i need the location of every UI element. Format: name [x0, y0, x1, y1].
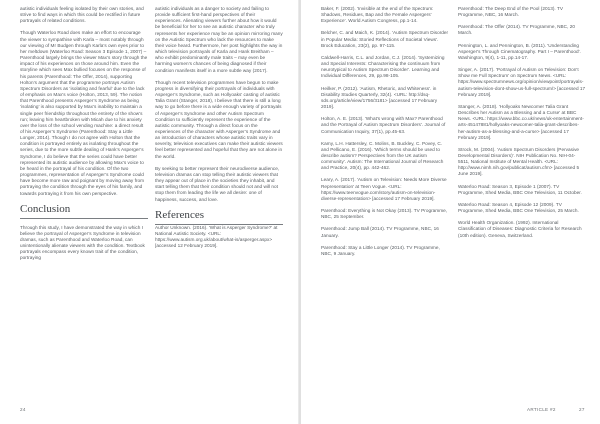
reference-entry: Leary, A. (2017). 'Autism on Television: Needs More Diverse Representation' at Teen Vogue. <URL: https://www.teenvogue.com/story/autism-on-television-diverse-representation> [accessed 17 February 2019].: [321, 177, 447, 201]
reference-entry: Stanger, A. (2018). 'Hollyoaks Newcomer Talia Grant Describes her Autism as a Blessing and a Curse' at BBC News. <URL: https://www.bbc.co.uk/news/uk-entertainment-arts-45147881/hollyoaks-newcomer-talia-grant-describes-her-autism-as-a-blessing-and-a-curse> [accessed 17 February 2019].: [458, 103, 584, 140]
body-paragraph: autistic individuals as a danger to society and failing to provide sufficient first-hand perspectives of their experiences. Alienating viewers further about how it would be beneficial for her to see an autistic character who truly represents her experience may be an opinion mirroring many on the Autistic Spectrum who lack the resources to make their voice heard. Furthermore, her post highlights the way in which television portrayals of Karla and Hank Breitham – who exhibit predominantly male traits – may even be harming women’s chances of being diagnosed if their condition manifests itself in a more subtle way (2017).: [155, 6, 283, 73]
right-page: [301, 0, 600, 424]
left-page: [0, 0, 299, 424]
reference-entry: Baker, F. (2002). 'Invisible at the end of the Spectrum: Shadows, Residues, Bap and the Female Aspergers' Experience'. World Autism Congress, pp.1-14.: [321, 6, 434, 24]
body-paragraph: Though recent television programmes have begun to make progress in diversifying their portrayals of individuals with Asperger’s Syndrome, such as Hollyoaks’ casting of autistic Talia Grant (Stanger, 2018), I believe that there is still a long way to go before there is a wide enough variety of portrayals of Asperger’s Syndrome and other Autism Spectrum Condition to sufficiently represent the experience of the autistic community. Through a direct focus on the experiences of the character with Asperger’s Syndrome and an introduction of characters whose autistic traits vary in severity, television executives can make their autistic viewers feel better represented and hopeful that they are not alone in the world.: [155, 79, 283, 159]
section-heading-references: References: [155, 209, 283, 225]
reference-entry: World Health Organization. (1992). International Classification of Diseases: Diagnostic Criteria for Research (10th edition). Geneva, Switzerland.: [458, 220, 582, 238]
reference-entry: Singer, A. (2017). 'Portrayal of Autism on Television: Don't Show me Full Spectrum' on Spectrum News. <URL: https://www.spectrumnews.org/opinion/viewpoint/portrayals-autism-television-dont-show-us-full-spectrum/> [accessed 17 February 2019].: [458, 67, 586, 97]
body-paragraph: Though Waterloo Road does make an effort to encourage the viewer to sympathise with Karla – most notably through our viewing of Mr Budgen through Karla’s own eyes prior to her meltdown (Waterloo Road: Season 3 Episode 1, 2007) – Parenthood largely brings the viewer Max’s story through the impact of his experiences on those around him. Even the storyline which sees Max bullied focuses on the response of his parents (Parenthood: The Offer, 2014), supporting Holton’s argument that the programme portrays Autism Spectrum Disorders as ‘isolating and fearful’ due to the lack of emphasis on Max’s voice (Holton, 2013, 59). The notion that Parenthood presents Asperger’s Syndrome as being ‘isolating’ is also supported by Max’s inability to maintain a single peer friendship throughout the entirety of the show’s run; leaving him heartbroken with Micah due to his anxiety over the loss of the school vending machine: a direct result of his Asperger’s Syndrome (Parenthood: Stay a Little Longer, 2014). Though I do not agree with Holton that the condition is portrayed entirely as isolating throughout the series, due to the more subtle dealing of Hank’s Asperger’s Syndrome, I do believe that the series could have better represented its autistic audience by allowing Max’s voice to be heard in the portrayal of his condition. Of the two programmes, representation of Asperger’s Syndrome could have become more raw and poignant by moving away from portraying the condition through the eyes of his family, and towards portraying it from his own perspective.: [20, 30, 148, 196]
reference-entry: Parenthood: Stay a Little Longer (2014). TV Programme, NBC, 9 January.: [321, 244, 440, 256]
right-page-column-2: [458, 6, 586, 245]
reference-entry: Heilker, P. (2012). 'Autism, Rhetoric, and Whiteness'. in Disability Studies Quarterly, 32(4). <URL: http://dsq-sds.org/article/view/1756/3181> [accessed 17 February 2019].: [321, 85, 438, 110]
body-paragraph: autistic individuals feeling isolated by their own stories, and strive to find ways in which this could be rectified in future portrayals of related conditions.: [20, 6, 144, 24]
reference-entry: Parenthood: Jump Ball (2014). TV Programme, NBC, 16 January.: [321, 226, 439, 238]
left-page-column-1: [20, 6, 148, 268]
article-label: ARTICLE #2: [527, 407, 556, 412]
right-page-column-1: [321, 6, 449, 263]
reference-entry: Pennington, L. and Pennington, B. (2011). 'Understanding Asperger's Through Cinematography. Part I – Parenthood'. Washington, 9(4), 1-11, pp.14-17.: [458, 42, 581, 60]
reference-entry: Waterloo Road: Season 3, Episode 1 (2007). TV Programme, Shed Media, BBC One Television, 11 October.: [458, 183, 582, 195]
body-paragraph: By seeking to better represent their neurodiverse audience, television dramas can stop telling their autistic viewers that they appear out of place in the societies they inhabit, and start telling them that their condition should not and will not stop them from leading the life we all desire: one of happiness, success, and love.: [155, 165, 280, 202]
page-number-right: 27: [579, 407, 585, 412]
left-page-column-2: [155, 6, 283, 255]
reference-entry: Parenthood: Everything is Not Okay (2013). TV Programme, NBC, 25 September.: [321, 208, 448, 220]
reference-entry: Caldwell-Harris, C.L. and Jordan, C.J. (2014). 'Systemizing and Special Interests: Characterising the continuum from neurotypical to Autism Spectrum Disorder'. Learning and Individual Differences, 29, pp.98-105.: [321, 54, 445, 79]
reference-entry: Parenthood: The Deep End of the Pool (2013). TV Programme, NBC, 16 March.: [458, 6, 564, 18]
body-paragraph: Through this study, I have demonstrated the way in which I believe the portrayal of Asperger’s Syndrome in television dramas, such as Parenthood and Waterloo Road, can unintentionally alienate viewers with the condition. Textbook portrayals encompass every known trait of the condition, portraying: [20, 224, 145, 261]
reference-entry: Parenthood: The Offer (2014). TV Programme, NBC, 20 March.: [458, 24, 575, 36]
reference-entry: Waterloo Road: Season 4, Episode 12 (2009). TV Programme, Shed Media, BBC One Television, 25 March.: [458, 201, 579, 214]
section-heading-conclusion: Conclusion: [20, 203, 148, 219]
reference-entry: Strock, M. (2004). 'Autism Spectrum Disorders (Pervasive Developmental Disorders)'. NIH Publication No. NIH-04-5511, National Institute of Mental Health. <URL: http://www.nimh.nih.gov/publicat/autism.cfm> [accessed 5 June 2019].: [458, 146, 580, 177]
page-number-left: 24: [20, 407, 26, 412]
reference-entry: Kamy, L.H. Hattersley, C. Molins, B. Buckley, C. Povey, C. and Pellicano, E. (2016). 'Which terms should be used to describe autism? Perspectives from the UK autism community'. Autism: The International Journal of Research and Practice, 20(4), pp. 442-462.: [321, 140, 444, 171]
reference-entry: Holton, A. E. (2013). 'What's wrong with Max? Parenthood and the Portrayal of Autism Spectrum Disorders'. Journal of Communication Inquiry, 37(1), pp.45-63.: [321, 116, 446, 134]
reference-entry: Belcher, C. and Maich, K. (2014). 'Autism Spectrum Disorder in Popular Media: Storied Reflections of Societal Views'. Brock Education, 23(2), pp. 97-115.: [321, 30, 449, 48]
reference-entry: Author Unknown. (2016). 'What is Asperger Syndrome?' at National Autistic Society. <URL: https://www.autism.org.uk/about/what-is/asperger.aspx> [accessed 12 February 2019].: [155, 224, 278, 249]
